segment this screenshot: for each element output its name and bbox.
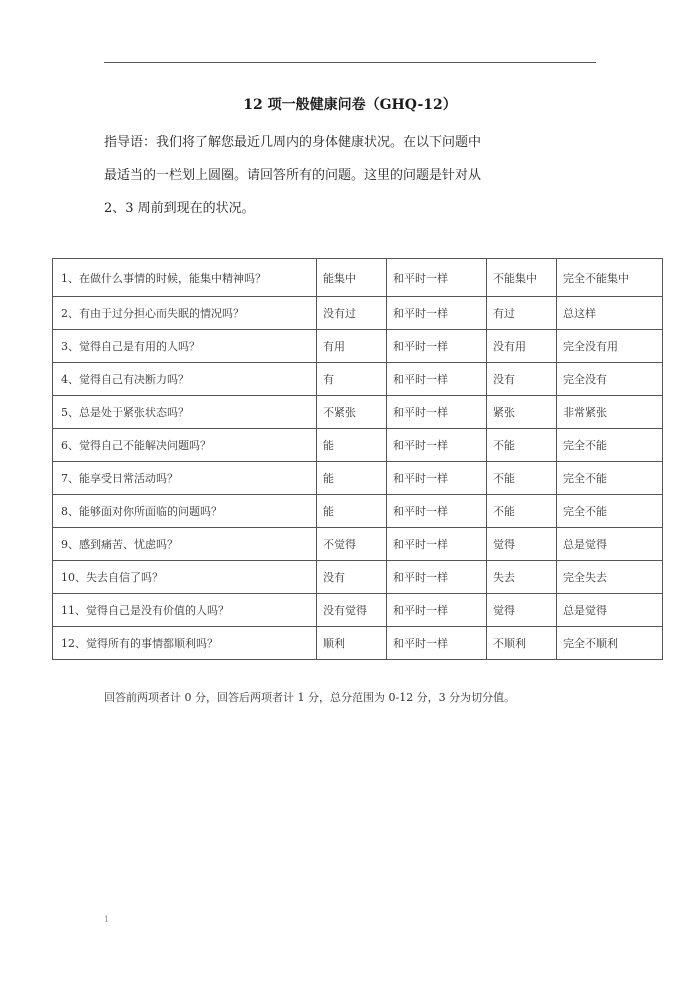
instructions [104, 126, 600, 225]
header-rule [104, 62, 596, 63]
answer-option[interactable]: 完全不能 [557, 429, 663, 462]
answer-option[interactable]: 和平时一样 [387, 495, 487, 528]
answer-option[interactable]: 能 [317, 495, 387, 528]
answer-option[interactable]: 能 [317, 462, 387, 495]
answer-option[interactable]: 完全不能集中 [557, 259, 663, 297]
question-row [53, 396, 663, 429]
question-row [53, 495, 663, 528]
answer-option[interactable]: 和平时一样 [387, 594, 487, 627]
question-row [53, 561, 663, 594]
question-text: 1、在做什么事情的时候，能集中精神吗？ [53, 259, 317, 297]
answer-option[interactable]: 和平时一样 [387, 396, 487, 429]
answer-option[interactable]: 不觉得 [317, 528, 387, 561]
answer-option[interactable]: 完全不能 [557, 462, 663, 495]
answer-option[interactable]: 不能 [487, 429, 557, 462]
question-row [53, 429, 663, 462]
answer-option[interactable]: 完全失去 [557, 561, 663, 594]
answer-option[interactable]: 没有 [487, 363, 557, 396]
question-text: 4、觉得自己有决断力吗？ [53, 363, 317, 396]
answer-option[interactable]: 完全不顺利 [557, 627, 663, 660]
answer-option[interactable]: 和平时一样 [387, 627, 487, 660]
question-row [53, 297, 663, 330]
answer-option[interactable]: 没有过 [317, 297, 387, 330]
questionnaire-table [52, 258, 663, 660]
question-text: 11、觉得自己是没有价值的人吗？ [53, 594, 317, 627]
answer-option[interactable]: 和平时一样 [387, 429, 487, 462]
answer-option[interactable]: 失去 [487, 561, 557, 594]
question-row [53, 462, 663, 495]
question-row [53, 627, 663, 660]
answer-option[interactable]: 总是觉得 [557, 594, 663, 627]
question-row [53, 363, 663, 396]
answer-option[interactable]: 紧张 [487, 396, 557, 429]
question-row [53, 594, 663, 627]
scoring-note: 回答前两项者计 0 分，回答后两项者计 1 分，总分范围为 0-12 分，3 分为切分值。 [104, 691, 516, 704]
answer-option[interactable]: 顺利 [317, 627, 387, 660]
answer-option[interactable]: 和平时一样 [387, 561, 487, 594]
instructions-line-3: 2、3 周前到现在的状况。 [104, 201, 255, 216]
answer-option[interactable]: 不能 [487, 462, 557, 495]
answer-option[interactable]: 觉得 [487, 594, 557, 627]
question-row [53, 528, 663, 561]
answer-option[interactable]: 完全不能 [557, 495, 663, 528]
question-text: 9、感到痛苦、忧虑吗？ [53, 528, 317, 561]
answer-option[interactable]: 总这样 [557, 297, 663, 330]
page-title: 12 项一般健康问卷（GHQ-12） [243, 97, 457, 113]
answer-option[interactable]: 和平时一样 [387, 297, 487, 330]
question-row [53, 330, 663, 363]
answer-option[interactable]: 有过 [487, 297, 557, 330]
instructions-line-2: 最适当的一栏划上圆圈。请回答所有的问题。这里的问题是针对从 [104, 168, 482, 183]
answer-option[interactable]: 和平时一样 [387, 462, 487, 495]
answer-option[interactable]: 觉得 [487, 528, 557, 561]
question-text: 12、觉得所有的事情都顺利吗？ [53, 627, 317, 660]
answer-option[interactable]: 有 [317, 363, 387, 396]
answer-option[interactable]: 不紧张 [317, 396, 387, 429]
instructions-line-1: 指导语：我们将了解您最近几周内的身体健康状况。在以下问题中 [104, 135, 482, 150]
answer-option[interactable]: 和平时一样 [387, 259, 487, 297]
question-text: 2、有由于过分担心而失眠的情况吗？ [53, 297, 317, 330]
question-text: 3、觉得自己是有用的人吗？ [53, 330, 317, 363]
question-text: 6、觉得自己不能解决问题吗？ [53, 429, 317, 462]
answer-option[interactable]: 没有觉得 [317, 594, 387, 627]
question-row [53, 259, 663, 297]
answer-option[interactable]: 和平时一样 [387, 528, 487, 561]
question-text: 8、能够面对你所面临的问题吗？ [53, 495, 317, 528]
answer-option[interactable]: 没有用 [487, 330, 557, 363]
question-text: 5、总是处于紧张状态吗？ [53, 396, 317, 429]
answer-option[interactable]: 不顺利 [487, 627, 557, 660]
answer-option[interactable]: 和平时一样 [387, 363, 487, 396]
answer-option[interactable]: 没有 [317, 561, 387, 594]
answer-option[interactable]: 能集中 [317, 259, 387, 297]
question-text: 7、能享受日常活动吗？ [53, 462, 317, 495]
answer-option[interactable]: 有用 [317, 330, 387, 363]
answer-option[interactable]: 不能集中 [487, 259, 557, 297]
answer-option[interactable]: 能 [317, 429, 387, 462]
answer-option[interactable]: 完全没有用 [557, 330, 663, 363]
answer-option[interactable]: 非常紧张 [557, 396, 663, 429]
answer-option[interactable]: 完全没有 [557, 363, 663, 396]
question-text: 10、失去自信了吗？ [53, 561, 317, 594]
page-mark: 1 [104, 915, 110, 924]
answer-option[interactable]: 不能 [487, 495, 557, 528]
answer-option[interactable]: 总是觉得 [557, 528, 663, 561]
answer-option[interactable]: 和平时一样 [387, 330, 487, 363]
